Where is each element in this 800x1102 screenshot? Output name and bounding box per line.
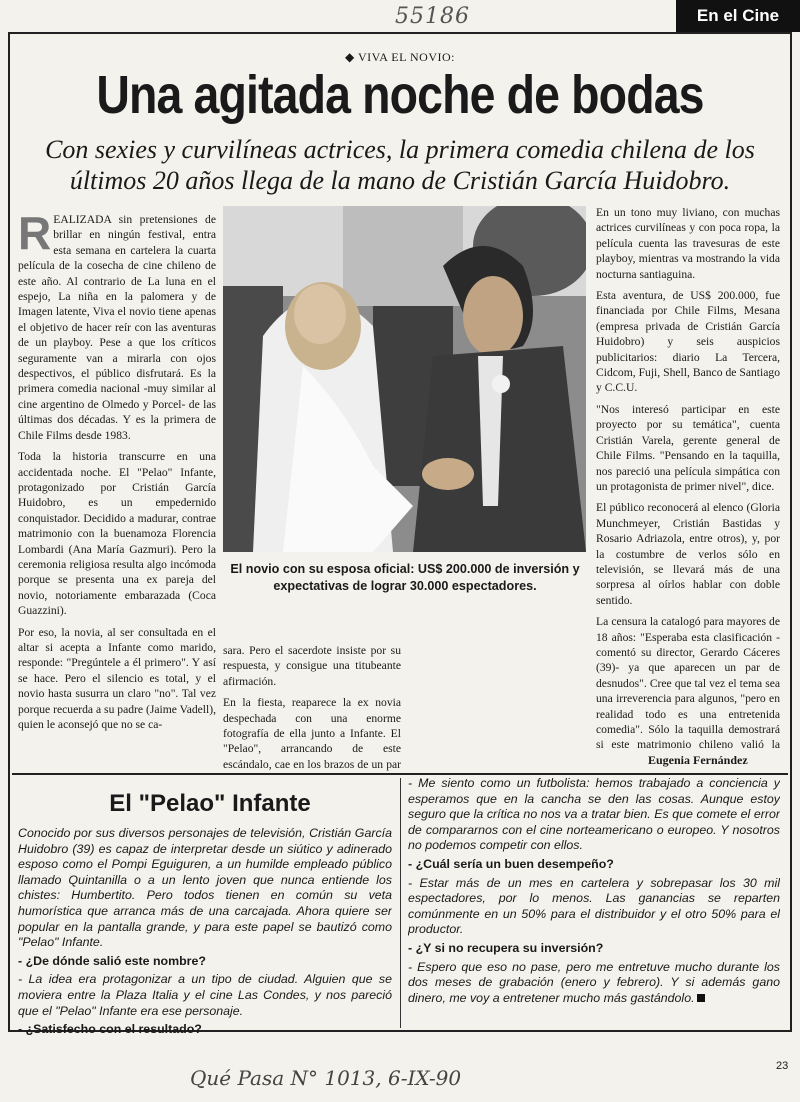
col1-paragraph-1: EALIZADA sin pretensiones de brillar en ningún festival, entra esta semana en cartelera la cuarta película de la cosecha de cine chileno de este año. Al contrario de La luna en el espejo, La niña en la palomera y de Imagen latente, Viva el novio tiene apenas el objetivo de hacer reír con las aventuras de un playboy. Pese a que los críticos seguramente van a mirarla con ojos despectivos, el público disfrutará. Es la primera comedia nacional -muy similar al cine argentino de Olmedo y Porcel- de las últimas dos décadas. Y es la primera de Chile Films desde 1983. — [18, 213, 216, 442]
col3-paragraph-4: El público reconocerá al elenco (Gloria Munchmeyer, Cristián Bastidas y Rosario Adriazola, entre otros), y, por la costumbre de verlos sólo en televisión, se llevará más de una sorpresa al oírlos hablar con doble sentido. — [596, 501, 780, 607]
answer-1: - La idea era protagonizar a un tipo de ciudad. Alguien que se moviera entre la Plaza Italia y el cine Las Condes, y nos pareció que el "Pelao" Infante era ese personaje. — [18, 972, 392, 1018]
question-2: - ¿Satisfecho con el resultado? — [18, 1022, 202, 1036]
interview-title: El "Pelao" Infante — [109, 790, 311, 817]
interview-column-right — [408, 776, 780, 1038]
article-column-1 — [18, 212, 216, 768]
col1-paragraph-2: Toda la historia transcurre en una accidentada noche. El "Pelao" Infante, protagonizado por Cristián García Huidobro, es un empedernido conquistador. Decidido a madurar, contrae matrimonio con la buenamoza Florencia Lombardi (Ana María Gazmuri). Pero la ceremonia religiosa resulta algo incómoda porque se presenta una ex pareja del novio, notoriamente embarazada (Coca Guazzini). — [18, 450, 216, 618]
author-byline: Eugenia Fernández — [648, 753, 748, 767]
col3-paragraph-2: Esta aventura, de US$ 200.000, fue financiada por Chile Films, Mesana (empresa privada de Cristián García Huidobro) y seis auspicios publicitarios: diario La Tercera, Cidcom, Fuji, Shell, Banco de Santiago y C.C.U. — [596, 289, 780, 395]
wedding-photo — [223, 206, 586, 552]
col3-paragraph-1: En un tono muy liviano, con muchas actrices curvilíneas y con poca ropa, la película cuenta las travesuras de este playboy, mientras va mostrando la vida nocturna santiaguina. — [596, 206, 780, 281]
page-number: 23 — [776, 1060, 789, 1072]
answer-4: - Espero que eso no pase, pero me entretuve mucho durante los dos meses de grabación (enero y febrero). Y si además gano dinero, me voy a entretener mucho más gastándolo. — [408, 959, 780, 1005]
interview-intro: Conocido por sus diversos personajes de televisión, Cristián García Huidobro (39) es capaz de interpretar desde un siútico y adinerado esposo como el Pompi Eguiguren, a un humilde empleado público llamado Quintanilla o a un lento joven que nunca entiende los chistes: Humbertito. Pero todos tienen en común su veta humorística que arranca más de una carcajada. Ahora quiere ser popular en la pantalla grande, y para este papel se bautizó como "Pelao" Infante. — [18, 826, 392, 950]
drop-cap: R — [18, 212, 52, 259]
headline: Una agitada noche de bodas — [96, 65, 704, 125]
answer-2: - Me siento como un futbolista: hemos trabajado a conciencia y esperamos que en la cancha se den las cosas. Aunque estoy seguro que la crítica no nos va a tratar bien. Es que comete el error de compararnos con el cine norteamericano o europeo. Y nosotros no podemos competir con ellos. — [408, 776, 780, 853]
photo-caption: El novio con su esposa oficial: US$ 200.000 de inversión y expectativas de lograr 30.000 espectadores. — [230, 562, 580, 593]
question-1: - ¿De dónde salió este nombre? — [18, 953, 206, 968]
col2-paragraph-1: sara. Pero el sacerdote insiste por su respuesta, y consigue una titubeante afirmación. — [223, 644, 401, 688]
section-tag: En el Cine — [676, 0, 800, 32]
kicker: ◆ VIVA EL NOVIO: — [344, 50, 455, 64]
handwritten-archive-code: 55186 — [395, 4, 470, 29]
col2-paragraph-2: En la fiesta, reaparece la ex novia despechada con una enorme fotografía de ella junto a Infante. El "Pelao", arrancando de este escándalo, cae en los brazos de un par — [223, 696, 401, 771]
dek: Con sexies y curvilíneas actrices, la primera comedia chilena de los últimos 20 años llega de la mano de Cristián García Huidobro. — [45, 135, 755, 195]
box-column-divider — [400, 778, 401, 1028]
article-column-3 — [596, 205, 780, 751]
answer-3: - Estar más de un mes en cartelera y sobrepasar los 30 mil espectadores, por lo menos. Las ganancias se reparten comúnmente en un 50% para el distribuidor y el otro 50% para el productor. — [408, 875, 780, 937]
interview-column-left — [18, 826, 392, 1036]
question-4: - ¿Y si no recupera su inversión? — [408, 940, 604, 955]
col1-paragraph-3: Por eso, la novia, al ser consultada en el altar si acepta a Infante como marido, responde: "Pregúntele a él primero". Y así se hace. Pero el silencio es total, y el novio hasta susurra un claro "no". Tal vez porque recuerda a su padre (Jaime Vadell), quien le aconsejó que no se ca- — [18, 625, 216, 731]
wedding-photo-illustration — [223, 206, 586, 552]
box-end-mark — [697, 994, 705, 1002]
col3-paragraph-5: La censura la catalogó para mayores de 18 años: "Esperaba esta clasificación -comentó su director, Gerardo Cáceres (39)- ya que aparecen un par de desnudos". Cree que tal vez el tema sea una irreverencia para algunos, "pero en realidad todo es una entretenida comedia". Sólo la taquilla demostrará si este matrimonio chileno valió la — [596, 615, 780, 751]
question-3: - ¿Cuál sería un buen desempeño? — [408, 856, 614, 871]
section-divider — [12, 773, 788, 775]
col3-paragraph-3: "Nos interesó participar en este proyecto por su temática", cuenta Cristián Varela, gerente general de Chile Films. "Pensando en la taquilla, nos pareció una película simpática con un protagonista de primer nivel", dice. — [596, 402, 780, 493]
kicker-text: VIVA EL NOVIO: — [358, 50, 455, 64]
footer-handwriting: Qué Pasa N° 1013, 6-IX-90 — [190, 1066, 462, 1090]
article-column-2 — [223, 643, 401, 771]
